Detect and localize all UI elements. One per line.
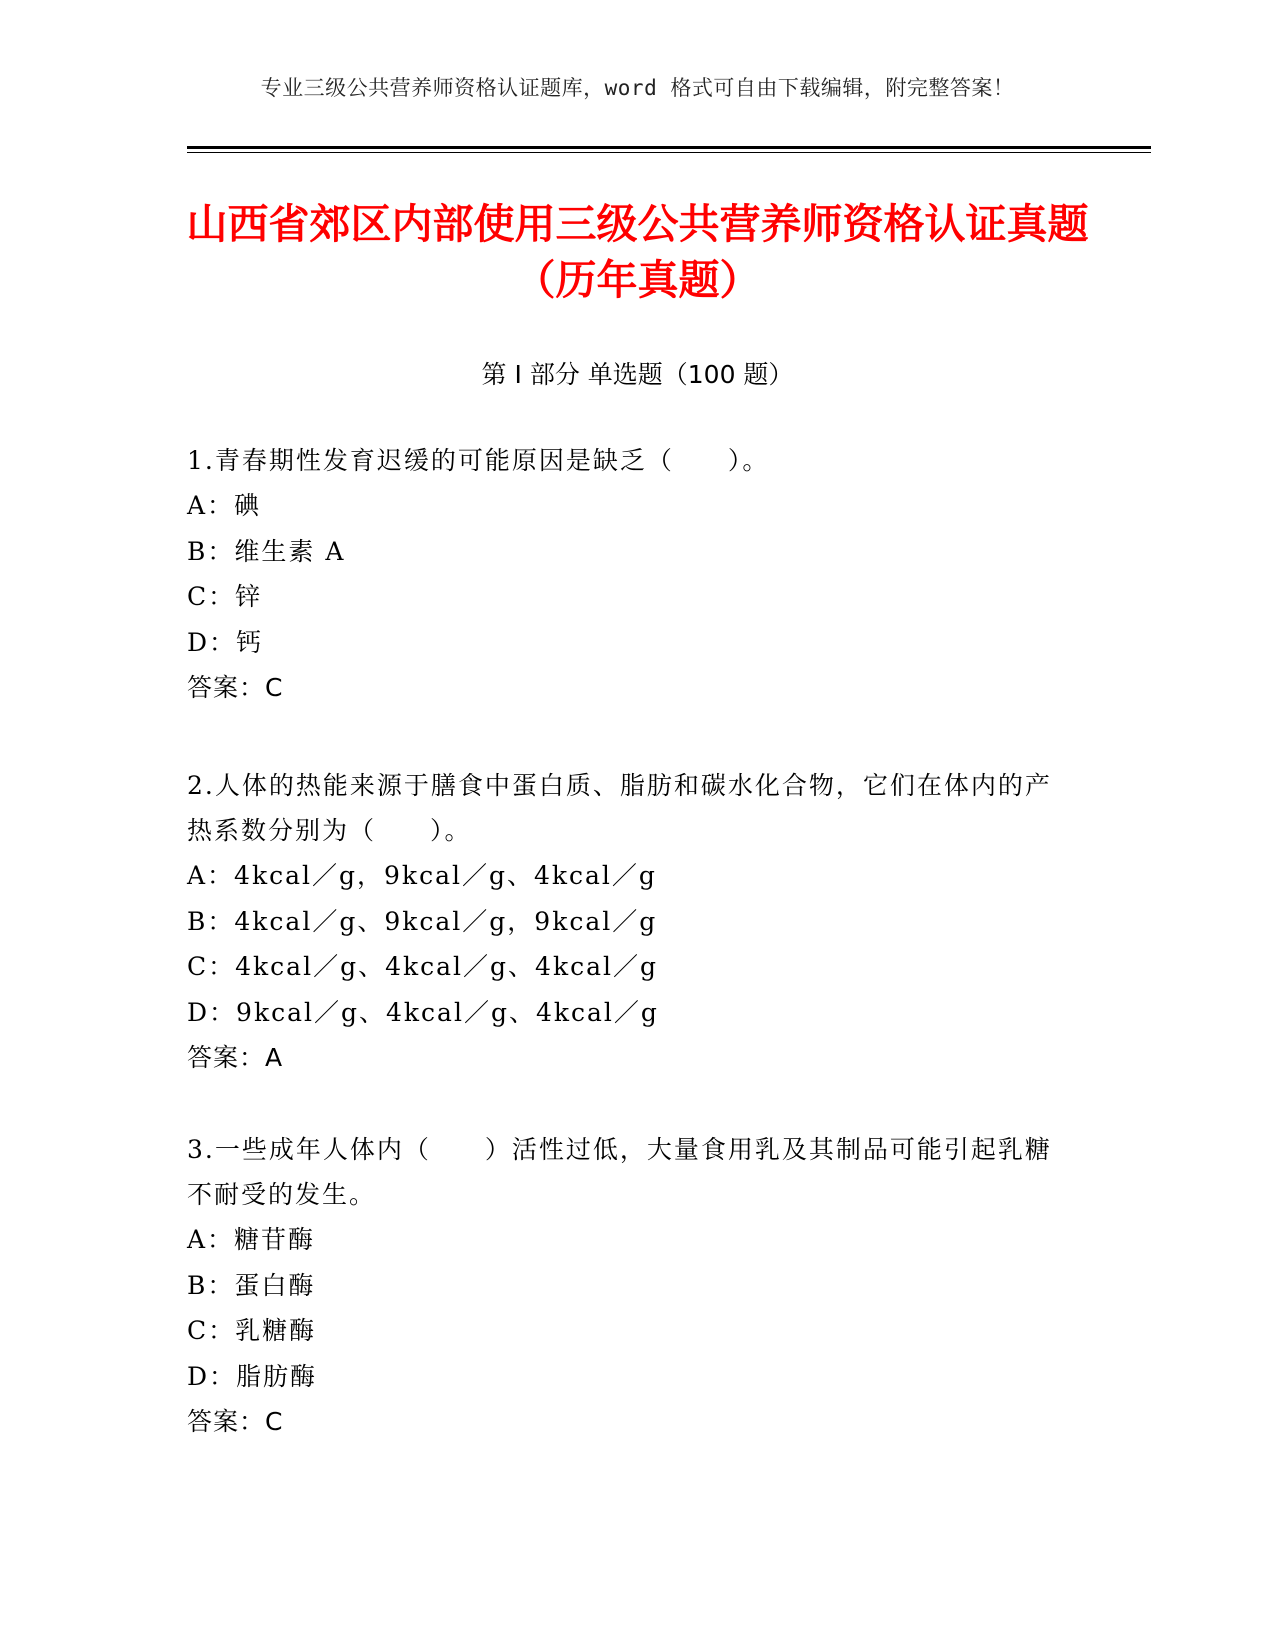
option-d: D：钙 [187,627,264,657]
option-d: D：脂肪酶 [187,1361,318,1391]
question-block [187,1127,1067,1444]
section-heading: 第 I 部分 单选题（100 题） [481,360,794,389]
question-block [187,763,1067,1080]
header-note: 专业三级公共营养师资格认证题库，word 格式可自由下载编辑，附完整答案！ [260,76,1015,100]
option-a: A：4kcal／g，9kcal／g、4kcal／g [187,861,657,890]
question-stem: 3.一些成年人体内（ ）活性过低，大量食用乳及其制品可能引起乳糖不耐受的发生。 [187,1135,1052,1209]
option-c: C：乳糖酶 [187,1316,317,1345]
question-stem: 2.人体的热能来源于膳食中蛋白质、脂肪和碳水化合物，它们在体内的产热系数分别为（ ）。 [187,771,1052,845]
header-divider-thin [187,152,1151,153]
option-d: D：9kcal／g、4kcal／g、4kcal／g [187,997,659,1027]
option-b: B：蛋白酶 [187,1270,316,1300]
question-stem: 1.青春期性发育迟缓的可能原因是缺乏（ ）。 [187,446,770,475]
question-block [187,438,1067,710]
answer-line: 答案：A [187,1043,284,1072]
option-b: B：4kcal／g、9kcal／g，9kcal／g [187,906,658,936]
option-b: B：维生素 A [187,536,346,566]
option-a: A：糖苷酶 [187,1225,316,1254]
answer-line: 答案：C [187,673,284,702]
option-a: A：碘 [187,491,262,520]
option-c: C：4kcal／g、4kcal／g、4kcal／g [187,952,659,981]
document-title: 山西省郊区内部使用三级公共营养师资格认证真题（历年真题） [186,200,1089,304]
answer-line: 答案：C [187,1407,284,1436]
option-c: C：锌 [187,582,263,611]
header-divider [187,146,1151,149]
